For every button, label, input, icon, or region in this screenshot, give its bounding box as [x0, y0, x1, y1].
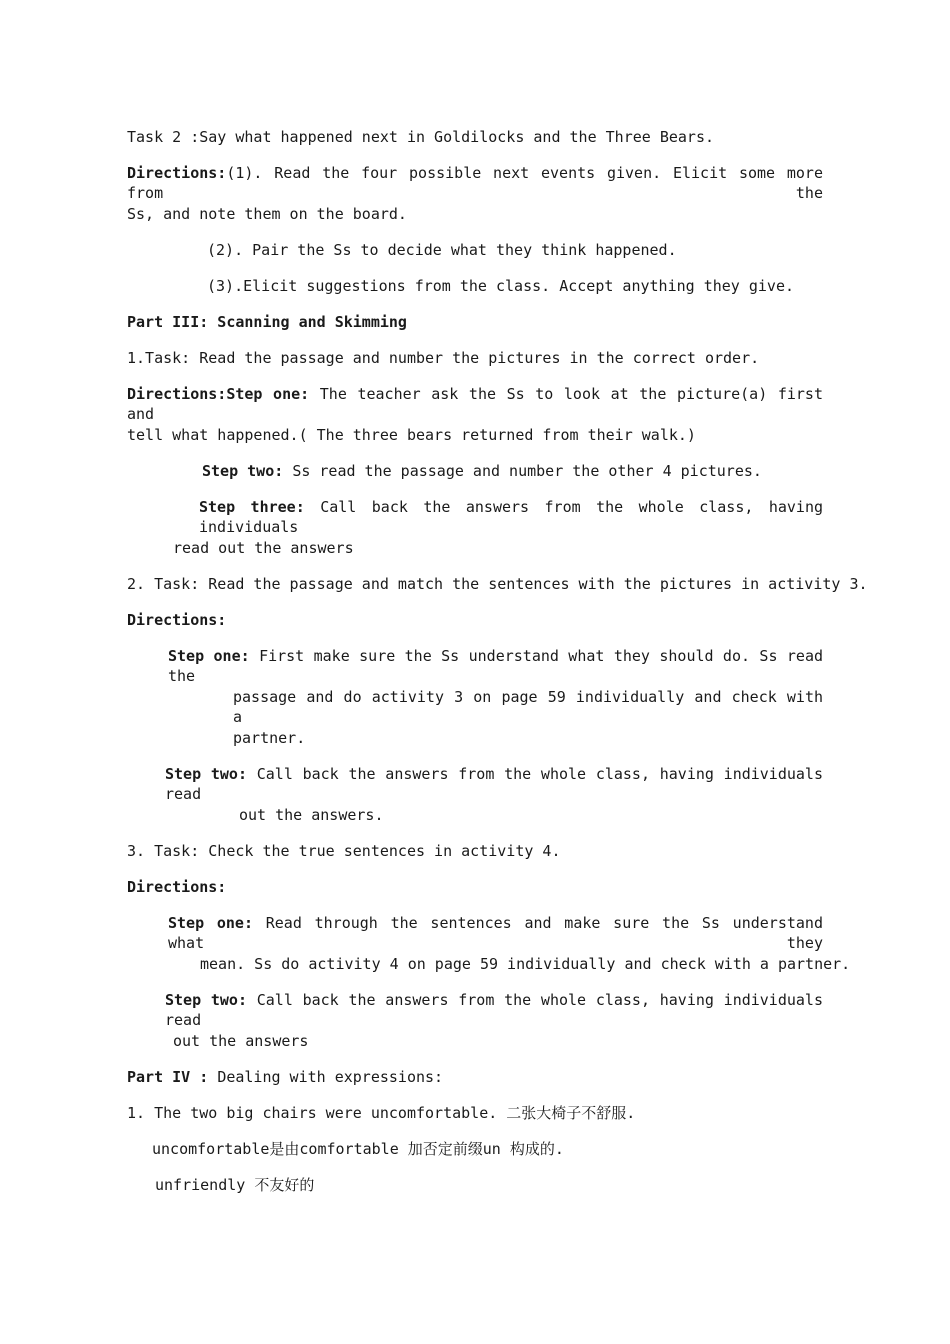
step-label: Step two: [165, 765, 247, 783]
directions-heading-3: Directions: [127, 878, 227, 896]
step-label: Step one: [168, 647, 250, 665]
step-label: Step two: [165, 991, 247, 1009]
task2-match-heading: 2. Task: Read the passage and match the sentences with the pictures in activity 3. [127, 575, 868, 593]
part4-heading: Part IV : Dealing with expressions: [127, 1068, 444, 1086]
directions-label: Directions: [127, 164, 227, 182]
step-label: Step three: [199, 498, 305, 516]
expression-1: 1. The two big chairs were uncomfortable. 二张大椅子不舒服. [127, 1104, 636, 1122]
directions-heading-2: Directions: [127, 611, 227, 629]
task1-step1-line2: tell what happened.( The three bears returned from their walk.) [127, 426, 696, 444]
match-step1-line2: passage and do activity 3 on page 59 individually and check with a [233, 688, 823, 726]
true-step1-line1: Step one: Read through the sentences and make sure the Ss understand what they [168, 914, 823, 952]
task2-heading: Task 2 :Say what happened next in Goldilocks and the Three Bears. [127, 128, 714, 146]
task2-directions-line1 [127, 163, 823, 203]
task1-step3-line1: Step three: Call back the answers from the whole class, having individuals [199, 498, 824, 536]
step-label: Directions:Step one: [127, 385, 310, 403]
task1-step2: Step two: Ss read the passage and number the other 4 pictures. [202, 462, 762, 480]
directions-text: (1). Read the four possible next events given. Elicit some more from the [127, 164, 823, 202]
task1-step1-line1: Directions:Step one: The teacher ask the Ss to look at the picture(a) first and [127, 385, 823, 423]
match-step1-line3: partner. [233, 729, 306, 747]
task3-heading: 3. Task: Check the true sentences in activity 4. [127, 842, 561, 860]
true-step2-line2: out the answers [173, 1032, 309, 1050]
part4-label: Part IV : [127, 1068, 209, 1086]
true-step2-line1: Step two: Call back the answers from the whole class, having individuals read [165, 991, 823, 1029]
task1-step3-line2: read out the answers [173, 539, 354, 557]
task2-direction-2: (2). Pair the Ss to decide what they think happened. [207, 241, 677, 259]
part3-heading: Part III: Scanning and Skimming [127, 313, 407, 331]
step-label: Step two: [202, 462, 284, 480]
match-step1-line1: Step one: First make sure the Ss understand what they should do. Ss read the [168, 647, 824, 685]
task1-heading: 1.Task: Read the passage and number the pictures in the correct order. [127, 349, 760, 367]
task2-direction-3: (3).Elicit suggestions from the class. Accept anything they give. [207, 277, 794, 295]
true-step1-line2: mean. Ss do activity 4 on page 59 individually and check with a partner. [200, 955, 851, 973]
expression-example: unfriendly 不友好的 [155, 1176, 315, 1194]
task2-directions-line2: Ss, and note them on the board. [127, 205, 407, 223]
step-label: Step one: [168, 914, 253, 932]
expression-note: uncomfortable是由comfortable 加否定前缀un 构成的. [152, 1140, 564, 1158]
match-step2-line1: Step two: Call back the answers from the whole class, having individuals read [165, 765, 823, 803]
match-step2-line2: out the answers. [239, 806, 384, 824]
